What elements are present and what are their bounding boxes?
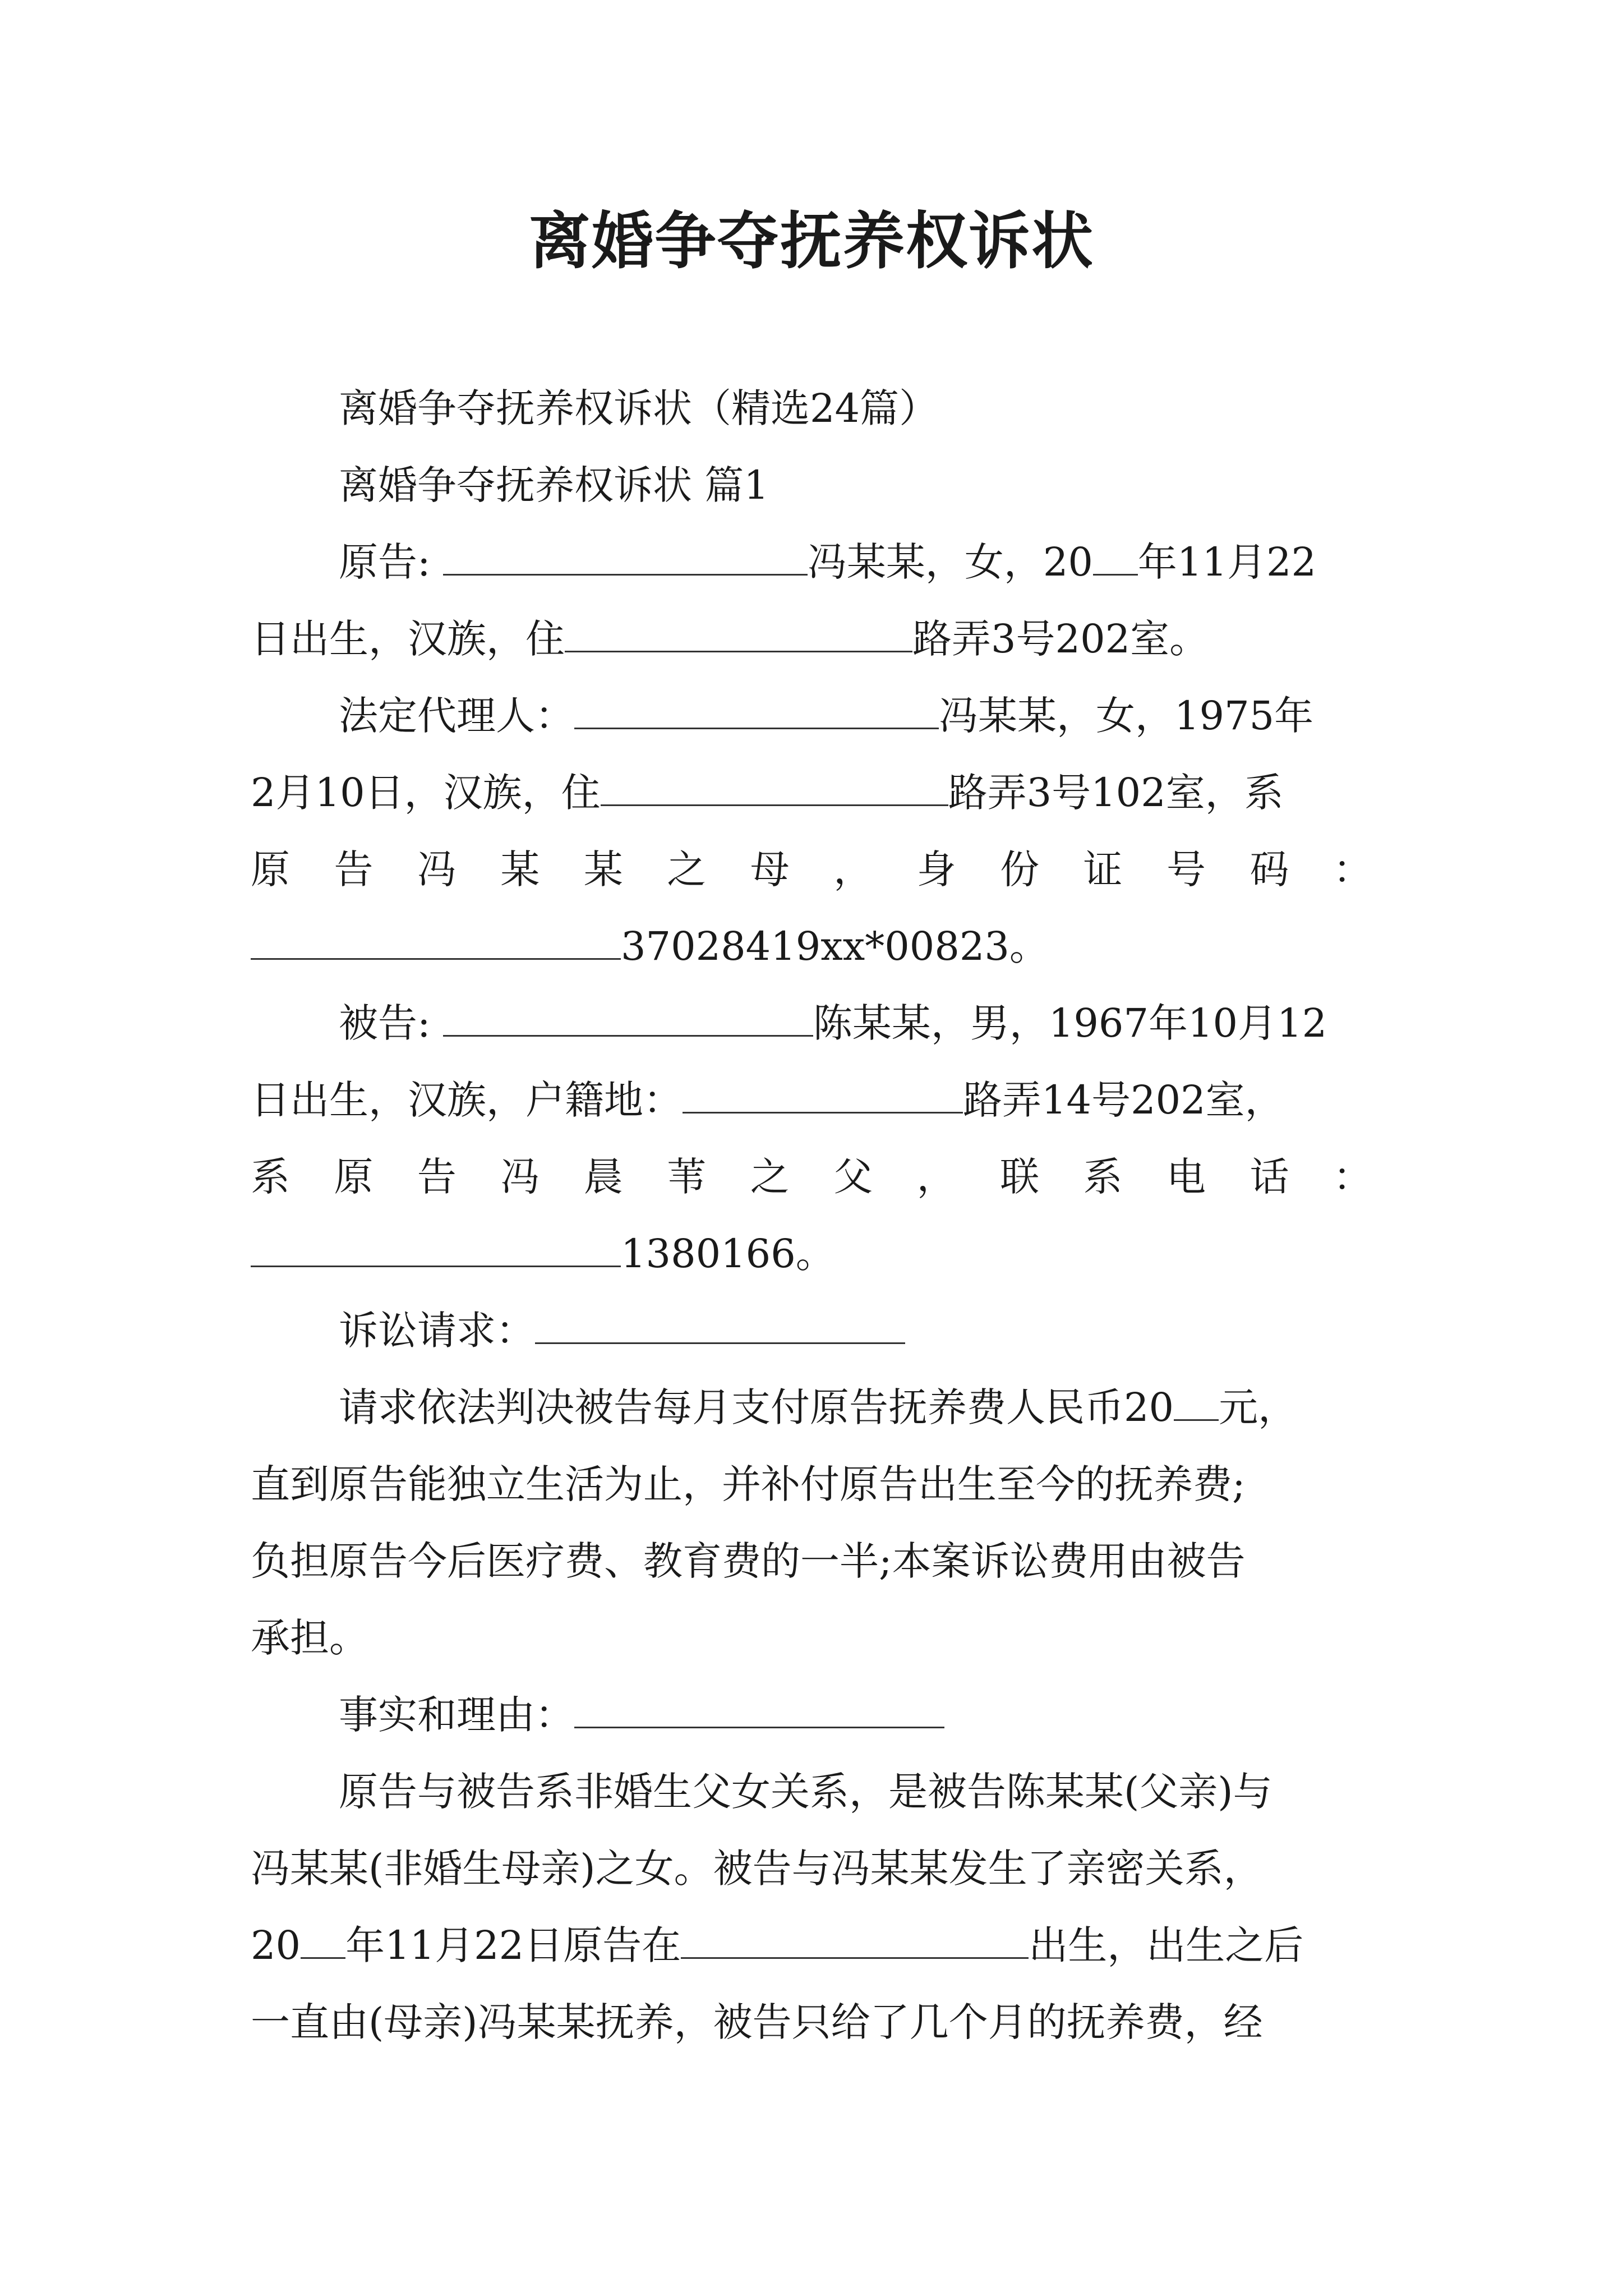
document-body bbox=[251, 370, 1372, 2061]
spread-char: 某 bbox=[500, 846, 540, 892]
spread-char: 告 bbox=[334, 846, 374, 892]
spread-char: 原 bbox=[251, 846, 290, 892]
spread-char: 电 bbox=[1166, 1154, 1206, 1200]
text-segment: 日出生，汉族，住 bbox=[251, 616, 565, 662]
text-segment: 年11月22 bbox=[1137, 539, 1317, 585]
text-segment: 法定代理人： bbox=[339, 693, 574, 739]
spread-char: 母 bbox=[750, 846, 790, 892]
spread-char: 告 bbox=[417, 1154, 457, 1200]
fill-in-blank bbox=[251, 1232, 621, 1267]
spread-char: 晨 bbox=[583, 1154, 623, 1200]
spread-char: 冯 bbox=[417, 846, 457, 892]
text-line bbox=[251, 370, 1372, 447]
spread-char: ， bbox=[833, 846, 873, 892]
text-line bbox=[251, 1754, 1372, 1830]
text-segment: 原告与被告系非婚生父女关系，是被告陈某某(父亲)与 bbox=[339, 1769, 1272, 1815]
text-segment: 2月10日，汉族，住 bbox=[251, 770, 601, 816]
text-segment: 冯某某，女，20 bbox=[807, 539, 1093, 585]
text-segment: 冯某某(非婚生母亲)之女。被告与冯某某发生了亲密关系， bbox=[251, 1846, 1263, 1892]
text-segment: 离婚争夺抚养权诉状 篇1 bbox=[339, 462, 769, 508]
fill-in-blank bbox=[574, 694, 939, 729]
text-segment: 离婚争夺抚养权诉状（精选24篇） bbox=[339, 385, 939, 431]
spread-char: ： bbox=[1332, 1154, 1372, 1200]
text-segment: 元， bbox=[1219, 1384, 1298, 1430]
text-line bbox=[251, 831, 1372, 908]
text-line bbox=[251, 601, 1372, 678]
text-line bbox=[251, 1523, 1372, 1600]
text-segment: 一直由(母亲)冯某某抚养，被告只给了几个月的抚养费，经 bbox=[251, 1999, 1263, 2045]
text-line bbox=[251, 908, 1372, 985]
text-line bbox=[251, 1292, 1372, 1369]
fill-in-blank bbox=[443, 1001, 813, 1037]
text-line bbox=[251, 1216, 1372, 1292]
spread-char: 父 bbox=[833, 1154, 873, 1200]
text-line bbox=[251, 754, 1372, 831]
spread-char: 身 bbox=[916, 846, 956, 892]
fill-in-blank bbox=[251, 924, 621, 960]
spread-char: 份 bbox=[1000, 846, 1040, 892]
fill-in-blank bbox=[565, 617, 912, 652]
text-segment: 冯某某，女，1975年 bbox=[939, 693, 1314, 739]
text-segment: 直到原告能独立生活为止，并补付原告出生至今的抚养费; bbox=[251, 1461, 1246, 1507]
text-line bbox=[251, 1446, 1372, 1523]
spread-char: 某 bbox=[583, 846, 623, 892]
text-segment: 事实和理由： bbox=[339, 1692, 574, 1738]
fill-in-blank bbox=[574, 1693, 944, 1728]
text-segment: 请求依法判决被告每月支付原告抚养费人民币20 bbox=[339, 1384, 1174, 1430]
text-line bbox=[251, 678, 1372, 754]
fill-in-blank bbox=[1093, 540, 1138, 576]
text-line bbox=[251, 1830, 1372, 1907]
text-line bbox=[251, 1907, 1372, 1984]
spread-char: 苇 bbox=[667, 1154, 707, 1200]
fill-in-blank bbox=[681, 1924, 1029, 1959]
fill-in-blank bbox=[601, 771, 948, 806]
text-line bbox=[251, 1369, 1372, 1446]
text-line bbox=[251, 985, 1372, 1062]
spread-char: 系 bbox=[1083, 1154, 1123, 1200]
text-segment: 1380166。 bbox=[621, 1231, 835, 1277]
spread-char: 之 bbox=[750, 1154, 790, 1200]
text-segment: 被告: bbox=[339, 1000, 443, 1046]
text-segment: 负担原告今后医疗费、教育费的一半;本案诉讼费用由被告 bbox=[251, 1538, 1246, 1584]
text-segment: 20 bbox=[251, 1922, 301, 1968]
spread-char: 原 bbox=[334, 1154, 374, 1200]
text-segment: 原告: bbox=[339, 539, 443, 585]
spread-char: ： bbox=[1332, 846, 1372, 892]
text-segment: 路弄14号202室， bbox=[963, 1077, 1284, 1123]
text-segment: 诉讼请求： bbox=[339, 1308, 535, 1354]
spread-char: 证 bbox=[1083, 846, 1123, 892]
spread-char: 号 bbox=[1166, 846, 1206, 892]
spread-char: 冯 bbox=[500, 1154, 540, 1200]
text-segment: 37028419xx*00823。 bbox=[621, 923, 1049, 969]
text-line bbox=[251, 524, 1372, 601]
text-line bbox=[251, 1677, 1372, 1754]
text-line bbox=[251, 447, 1372, 524]
text-segment: 出生，出生之后 bbox=[1029, 1922, 1304, 1968]
fill-in-blank bbox=[301, 1924, 345, 1959]
document-title: 离婚争夺抚养权诉状 bbox=[529, 205, 1094, 277]
spread-char: ， bbox=[916, 1154, 956, 1200]
fill-in-blank bbox=[1174, 1386, 1219, 1421]
text-segment: 陈某某，男，1967年10月12 bbox=[813, 1000, 1327, 1046]
text-line bbox=[251, 1062, 1372, 1139]
spread-char: 之 bbox=[667, 846, 707, 892]
fill-in-blank bbox=[535, 1309, 905, 1344]
text-segment: 路弄3号202室。 bbox=[912, 616, 1209, 662]
spread-char: 系 bbox=[251, 1154, 290, 1200]
spread-char: 话 bbox=[1249, 1154, 1289, 1200]
fill-in-blank bbox=[443, 540, 808, 576]
spread-char: 联 bbox=[1000, 1154, 1040, 1200]
text-segment: 日出生，汉族，户籍地： bbox=[251, 1077, 683, 1123]
text-line bbox=[251, 1139, 1372, 1216]
text-segment: 承担。 bbox=[251, 1615, 368, 1661]
text-line bbox=[251, 1984, 1372, 2061]
text-segment: 路弄3号102室，系 bbox=[948, 770, 1284, 816]
text-line bbox=[251, 1600, 1372, 1677]
spread-char: 码 bbox=[1249, 846, 1289, 892]
text-segment: 年11月22日原告在 bbox=[345, 1922, 681, 1968]
fill-in-blank bbox=[683, 1078, 963, 1114]
